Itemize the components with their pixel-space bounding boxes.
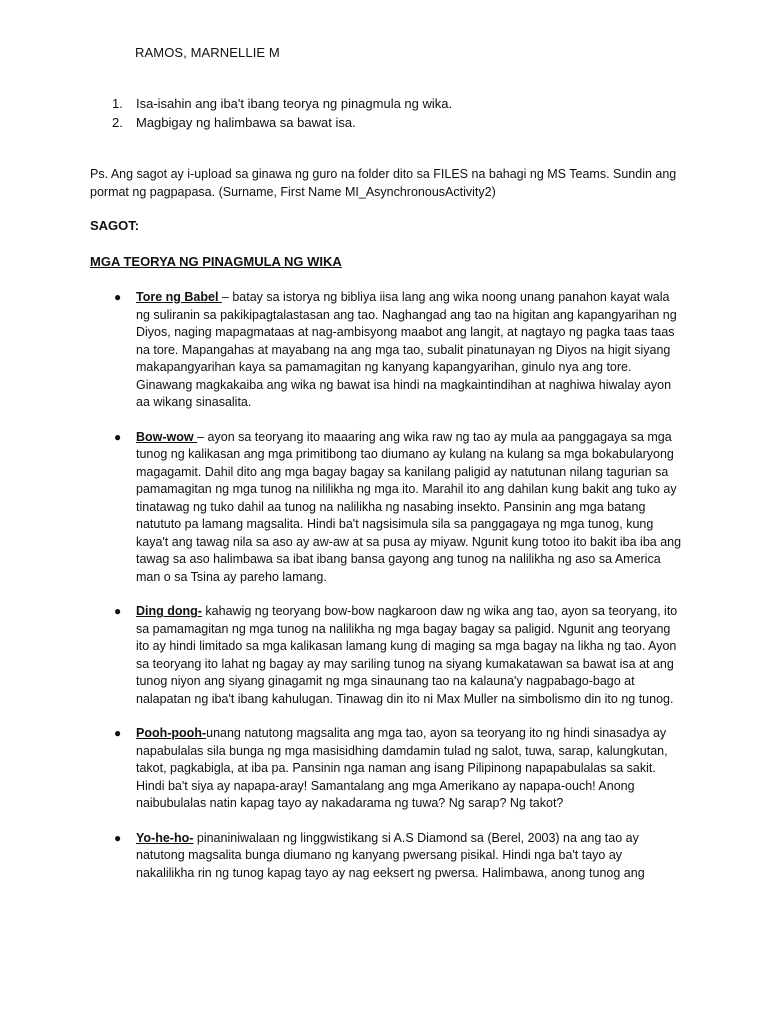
theory-description: – batay sa istorya ng bibliya iisa lang ang wika noong unang panahon kayat wala ng suliranin sa pakikipagtalastasan ang tao. Naghangad ang tao na higitan ang kapangyarihan ng Diyos, naging mapagmataas at nag-ambisyong maabot ang langit, at nagtayo ng pagka taas taas na tore. Mapangahas at mayabang na ang mga tao, subalit pinatunayan ng Diyos na higit siyang makapangyarihan kaya sa pamamagitan ng kanyang kapangyarihan, ginulo nya ang tore. Ginawang magkakaiba ang wika ng bawat isa hindi na magkaintindihan at naghiwa hiwalay ayon aa wikang sinasalita.	[136, 290, 677, 409]
theory-item-yo-he-ho	[112, 830, 682, 883]
theory-item-pooh-pooh	[112, 725, 682, 813]
bullet-icon: ●	[114, 604, 122, 618]
theory-description: – ayon sa teoryang ito maaaring ang wika raw ng tao ay mula aa panggagaya sa mga tunog ng kalikasan ang mga primitibong tao diumano ay kulang na kulang sa mga bokabularyong magagamit. Dahil dito ang mga bagay bagay sa kanilang paligid ay natutunan nilang tagurian sa pamamagitan ng mga tunog na nililikha ng mga ito. Marahil ito ang dahilan kung bakit ang tuko ay tinatawag ng tuko dahil aa tunog na nalilikha ng nasabing insekto. Pansinin ang mga batang natututo pa lamang magsalita. Hindi ba't nagsisimula sila sa panggagaya ng mga tunog, kung kaya't ang tawag nila sa aso ay aw-aw at sa pusa ay miyaw. Ngunit kung totoo ito bakit iba iba ang tawag sa aso halimbawa sa ibat ibang bansa gayong ang tunog na nalilikha ng aso sa America man o sa Tsina ay pareho lamang.	[136, 429, 682, 584]
bullet-icon: ●	[114, 290, 122, 304]
bullet-icon: ●	[114, 726, 122, 740]
theory-term: Pooh-pooh-	[136, 726, 207, 740]
theory-term: Yo-he-ho-	[136, 830, 194, 845]
instruction-item	[112, 113, 452, 132]
bullet-icon: ●	[114, 830, 122, 845]
theory-description: pinaniniwalaan ng linggwistikang si A.S Diamond sa (Berel, 2003) na ang tao ay natutong magsalita bunga diumano ng kanyang pwersang pisikal. Hindi nga ba't tayo ay nakalilikha rin ng tunog kapag tayo ay nag eeksert ng pwersa. Halimbawa, anong tunog ang	[136, 830, 645, 880]
author-name: RAMOS, MARNELLIE M	[135, 45, 280, 60]
theory-description: unang natutong magsalita ang mga tao, ayon sa teoryang ito ng hindi sinasadya ay napabulalas sila bunga ng mga masisidhing damdamin tulad ng salot, tuwa, sarap, kalungkutan, takot, pagkabigla, at iba pa. Pansinin nga naman ang isang Pilipinong napapabulalas sa sakit. Hindi ba't siya ay napapa-aray! Samantalang ang mga Amerikano ay napapa-ouch! Anong naibubulalas natin kapag tayo ay nakadarama ng tuwa? Ng sarap? Ng takot?	[136, 726, 668, 810]
theory-item-ding-dong	[112, 603, 682, 708]
postscript-note: Ps. Ang sagot ay i-upload sa ginawa ng guro na folder dito sa FILES na bahagi ng MS Teams. Sundin ang pormat ng pagpapasa. (Surname, First Name MI_AsynchronousActivity2)	[90, 167, 677, 199]
bullet-icon: ●	[114, 429, 122, 444]
instruction-list	[112, 94, 452, 132]
theory-term: Ding dong-	[136, 604, 202, 618]
section-title: MGA TEORYA NG PINAGMULA NG WIKA	[90, 254, 342, 269]
instruction-number: 1.	[112, 96, 123, 111]
theory-description: kahawig ng teoryang bow-bow nagkaroon daw ng wika ang tao, ayon sa teoryang, ito sa pamamagitan ng mga tunog na nalilikha ng mga bagay bagay sa paligid. Ngunit ang teoryang ito ay hindi limitado sa mga kalikasan lamang kung di maging sa mga bagay na likha ng tao. Ayon sa teoryang ito lahat ng bagay ay may sariling tunog na siyang kumakatawan sa bawat isa at ang tunog niyon ang siyang ginagamit ng mga sinaunang tao na kalauna'y nagpabago-bago at nalapatan ng iba't ibang kahulugan. Tinawag din ito ni Max Muller na simbolismo din ito ng tunog.	[136, 604, 678, 706]
instruction-text: Magbigay ng halimbawa sa bawat isa.	[136, 115, 356, 130]
instruction-item	[112, 94, 452, 113]
instruction-text: Isa-isahin ang iba't ibang teorya ng pinagmula ng wika.	[136, 96, 453, 111]
instruction-number: 2.	[112, 115, 123, 130]
answer-label: SAGOT:	[90, 218, 140, 233]
theory-term: Tore ng Babel	[136, 290, 222, 304]
theory-term: Bow-wow	[136, 429, 198, 444]
theory-item-tore-ng-babel	[112, 289, 682, 412]
theory-list	[112, 289, 682, 899]
theory-item-bow-wow	[112, 429, 682, 587]
